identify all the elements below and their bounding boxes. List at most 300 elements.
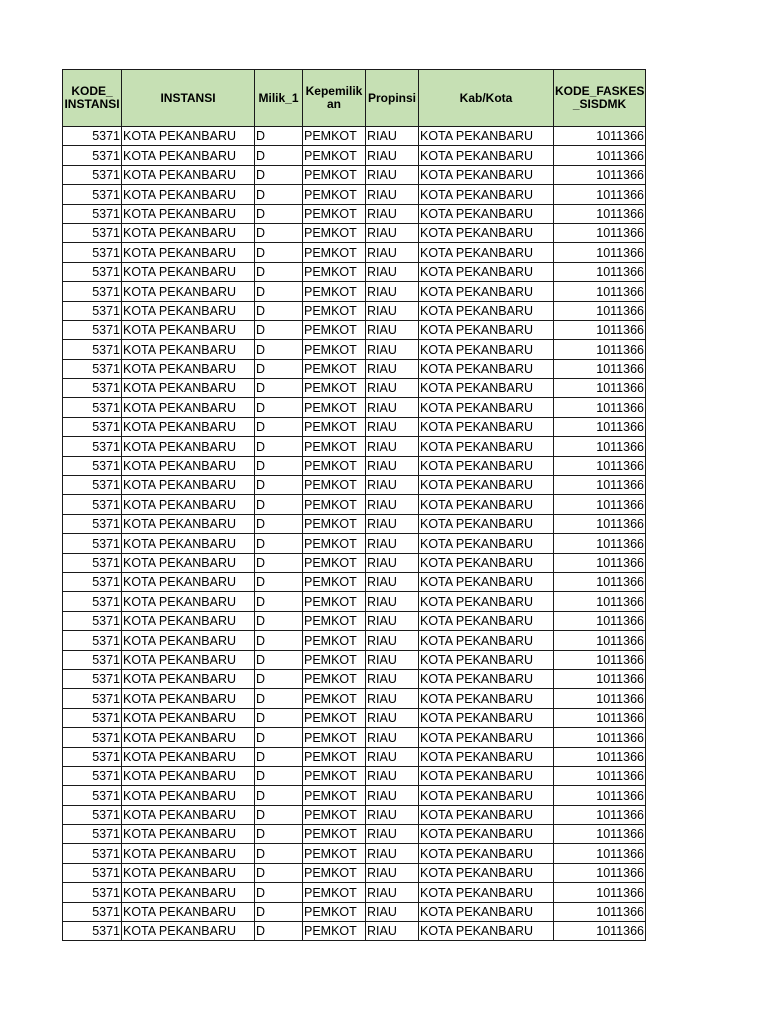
cell-kode-faskes: 1011366	[554, 282, 646, 301]
cell-kode-faskes: 1011366	[554, 379, 646, 398]
cell-instansi: KOTA PEKANBARU	[122, 766, 255, 785]
cell-propinsi: RIAU	[366, 766, 419, 785]
cell-kode-faskes: 1011366	[554, 262, 646, 281]
cell-kepemilikan: PEMKOT	[303, 514, 366, 533]
cell-kepemilikan: PEMKOT	[303, 592, 366, 611]
cell-kode-faskes: 1011366	[554, 146, 646, 165]
cell-kode-faskes: 1011366	[554, 825, 646, 844]
cell-propinsi: RIAU	[366, 863, 419, 882]
cell-kab-kota: KOTA PEKANBARU	[419, 611, 554, 630]
cell-kab-kota: KOTA PEKANBARU	[419, 165, 554, 184]
cell-kode-instansi: 5371	[63, 631, 122, 650]
cell-milik-1: D	[255, 611, 303, 630]
cell-kode-instansi: 5371	[63, 398, 122, 417]
cell-kepemilikan: PEMKOT	[303, 262, 366, 281]
table-row	[63, 146, 646, 165]
cell-propinsi: RIAU	[366, 320, 419, 339]
cell-kepemilikan: PEMKOT	[303, 165, 366, 184]
cell-milik-1: D	[255, 786, 303, 805]
cell-kab-kota: KOTA PEKANBARU	[419, 708, 554, 727]
cell-kepemilikan: PEMKOT	[303, 805, 366, 824]
table-row	[63, 572, 646, 591]
header-instansi: INSTANSI	[122, 70, 255, 127]
cell-kode-faskes: 1011366	[554, 631, 646, 650]
table-row	[63, 359, 646, 378]
cell-propinsi: RIAU	[366, 902, 419, 921]
cell-instansi: KOTA PEKANBARU	[122, 223, 255, 242]
cell-kepemilikan: PEMKOT	[303, 282, 366, 301]
table-row	[63, 282, 646, 301]
cell-kode-instansi: 5371	[63, 863, 122, 882]
cell-kab-kota: KOTA PEKANBARU	[419, 437, 554, 456]
cell-instansi: KOTA PEKANBARU	[122, 708, 255, 727]
cell-milik-1: D	[255, 223, 303, 242]
cell-kode-faskes: 1011366	[554, 689, 646, 708]
cell-kode-instansi: 5371	[63, 243, 122, 262]
cell-kode-faskes: 1011366	[554, 805, 646, 824]
cell-milik-1: D	[255, 495, 303, 514]
table-row	[63, 611, 646, 630]
cell-milik-1: D	[255, 669, 303, 688]
cell-kode-faskes: 1011366	[554, 204, 646, 223]
table-row	[63, 786, 646, 805]
cell-kab-kota: KOTA PEKANBARU	[419, 572, 554, 591]
cell-propinsi: RIAU	[366, 359, 419, 378]
cell-milik-1: D	[255, 417, 303, 436]
table-row	[63, 476, 646, 495]
cell-kode-instansi: 5371	[63, 262, 122, 281]
cell-instansi: KOTA PEKANBARU	[122, 863, 255, 882]
cell-instansi: KOTA PEKANBARU	[122, 379, 255, 398]
table-body	[63, 127, 646, 941]
cell-propinsi: RIAU	[366, 572, 419, 591]
cell-kepemilikan: PEMKOT	[303, 534, 366, 553]
cell-instansi: KOTA PEKANBARU	[122, 553, 255, 572]
cell-kode-instansi: 5371	[63, 766, 122, 785]
table-row	[63, 340, 646, 359]
cell-propinsi: RIAU	[366, 592, 419, 611]
cell-kab-kota: KOTA PEKANBARU	[419, 282, 554, 301]
cell-milik-1: D	[255, 146, 303, 165]
cell-kode-faskes: 1011366	[554, 320, 646, 339]
cell-kode-instansi: 5371	[63, 669, 122, 688]
cell-instansi: KOTA PEKANBARU	[122, 922, 255, 941]
cell-instansi: KOTA PEKANBARU	[122, 417, 255, 436]
cell-kode-instansi: 5371	[63, 534, 122, 553]
cell-kab-kota: KOTA PEKANBARU	[419, 766, 554, 785]
cell-instansi: KOTA PEKANBARU	[122, 669, 255, 688]
cell-kode-faskes: 1011366	[554, 165, 646, 184]
cell-propinsi: RIAU	[366, 825, 419, 844]
cell-kepemilikan: PEMKOT	[303, 320, 366, 339]
cell-milik-1: D	[255, 747, 303, 766]
cell-kode-faskes: 1011366	[554, 437, 646, 456]
header-kode-instansi: KODE_ INSTANSI	[63, 70, 122, 127]
cell-kab-kota: KOTA PEKANBARU	[419, 728, 554, 747]
table-row	[63, 495, 646, 514]
table-row	[63, 883, 646, 902]
cell-instansi: KOTA PEKANBARU	[122, 786, 255, 805]
cell-kode-instansi: 5371	[63, 825, 122, 844]
cell-propinsi: RIAU	[366, 728, 419, 747]
cell-milik-1: D	[255, 534, 303, 553]
cell-milik-1: D	[255, 766, 303, 785]
cell-kepemilikan: PEMKOT	[303, 146, 366, 165]
cell-kode-faskes: 1011366	[554, 534, 646, 553]
cell-propinsi: RIAU	[366, 495, 419, 514]
cell-kode-instansi: 5371	[63, 728, 122, 747]
cell-kode-faskes: 1011366	[554, 456, 646, 475]
cell-instansi: KOTA PEKANBARU	[122, 204, 255, 223]
cell-kode-instansi: 5371	[63, 127, 122, 146]
table-row	[63, 127, 646, 146]
table-row	[63, 863, 646, 882]
cell-propinsi: RIAU	[366, 805, 419, 824]
cell-milik-1: D	[255, 650, 303, 669]
cell-kode-instansi: 5371	[63, 417, 122, 436]
cell-kepemilikan: PEMKOT	[303, 650, 366, 669]
cell-propinsi: RIAU	[366, 476, 419, 495]
cell-kode-instansi: 5371	[63, 689, 122, 708]
cell-milik-1: D	[255, 592, 303, 611]
table-row	[63, 320, 646, 339]
cell-kab-kota: KOTA PEKANBARU	[419, 514, 554, 533]
cell-kab-kota: KOTA PEKANBARU	[419, 476, 554, 495]
cell-kode-faskes: 1011366	[554, 786, 646, 805]
cell-kepemilikan: PEMKOT	[303, 243, 366, 262]
cell-kab-kota: KOTA PEKANBARU	[419, 902, 554, 921]
cell-instansi: KOTA PEKANBARU	[122, 514, 255, 533]
table-row	[63, 379, 646, 398]
cell-kepemilikan: PEMKOT	[303, 747, 366, 766]
cell-instansi: KOTA PEKANBARU	[122, 611, 255, 630]
cell-kode-faskes: 1011366	[554, 553, 646, 572]
cell-kode-faskes: 1011366	[554, 844, 646, 863]
cell-kab-kota: KOTA PEKANBARU	[419, 805, 554, 824]
cell-propinsi: RIAU	[366, 165, 419, 184]
cell-kode-faskes: 1011366	[554, 514, 646, 533]
table-row	[63, 165, 646, 184]
cell-kepemilikan: PEMKOT	[303, 611, 366, 630]
cell-instansi: KOTA PEKANBARU	[122, 825, 255, 844]
cell-propinsi: RIAU	[366, 146, 419, 165]
cell-propinsi: RIAU	[366, 223, 419, 242]
table-row	[63, 902, 646, 921]
cell-kode-instansi: 5371	[63, 902, 122, 921]
cell-instansi: KOTA PEKANBARU	[122, 301, 255, 320]
cell-propinsi: RIAU	[366, 262, 419, 281]
cell-instansi: KOTA PEKANBARU	[122, 127, 255, 146]
cell-kab-kota: KOTA PEKANBARU	[419, 359, 554, 378]
cell-kode-faskes: 1011366	[554, 922, 646, 941]
cell-milik-1: D	[255, 825, 303, 844]
cell-propinsi: RIAU	[366, 669, 419, 688]
cell-instansi: KOTA PEKANBARU	[122, 476, 255, 495]
cell-propinsi: RIAU	[366, 282, 419, 301]
cell-kode-instansi: 5371	[63, 340, 122, 359]
cell-milik-1: D	[255, 437, 303, 456]
cell-kode-instansi: 5371	[63, 572, 122, 591]
cell-kab-kota: KOTA PEKANBARU	[419, 631, 554, 650]
table-row	[63, 728, 646, 747]
cell-milik-1: D	[255, 243, 303, 262]
cell-kepemilikan: PEMKOT	[303, 223, 366, 242]
cell-kepemilikan: PEMKOT	[303, 476, 366, 495]
cell-propinsi: RIAU	[366, 340, 419, 359]
cell-kab-kota: KOTA PEKANBARU	[419, 243, 554, 262]
cell-kab-kota: KOTA PEKANBARU	[419, 223, 554, 242]
cell-kab-kota: KOTA PEKANBARU	[419, 883, 554, 902]
table-row	[63, 689, 646, 708]
table-row	[63, 185, 646, 204]
cell-kode-faskes: 1011366	[554, 611, 646, 630]
header-kode-faskes: KODE_FASKES _SISDMK	[554, 70, 646, 127]
data-table	[62, 69, 646, 941]
cell-kab-kota: KOTA PEKANBARU	[419, 825, 554, 844]
cell-kab-kota: KOTA PEKANBARU	[419, 534, 554, 553]
cell-propinsi: RIAU	[366, 553, 419, 572]
cell-kepemilikan: PEMKOT	[303, 127, 366, 146]
table-row	[63, 631, 646, 650]
table-row	[63, 766, 646, 785]
cell-milik-1: D	[255, 185, 303, 204]
cell-kepemilikan: PEMKOT	[303, 708, 366, 727]
cell-kepemilikan: PEMKOT	[303, 417, 366, 436]
cell-propinsi: RIAU	[366, 631, 419, 650]
cell-kepemilikan: PEMKOT	[303, 863, 366, 882]
cell-instansi: KOTA PEKANBARU	[122, 805, 255, 824]
header-milik-1: Milik_1	[255, 70, 303, 127]
cell-milik-1: D	[255, 379, 303, 398]
cell-kode-instansi: 5371	[63, 437, 122, 456]
cell-kepemilikan: PEMKOT	[303, 437, 366, 456]
table-row	[63, 708, 646, 727]
cell-instansi: KOTA PEKANBARU	[122, 359, 255, 378]
cell-instansi: KOTA PEKANBARU	[122, 282, 255, 301]
cell-propinsi: RIAU	[366, 301, 419, 320]
cell-kepemilikan: PEMKOT	[303, 883, 366, 902]
cell-propinsi: RIAU	[366, 708, 419, 727]
cell-instansi: KOTA PEKANBARU	[122, 320, 255, 339]
cell-instansi: KOTA PEKANBARU	[122, 902, 255, 921]
cell-milik-1: D	[255, 883, 303, 902]
cell-instansi: KOTA PEKANBARU	[122, 572, 255, 591]
cell-instansi: KOTA PEKANBARU	[122, 437, 255, 456]
cell-kode-instansi: 5371	[63, 650, 122, 669]
cell-propinsi: RIAU	[366, 689, 419, 708]
cell-milik-1: D	[255, 805, 303, 824]
cell-instansi: KOTA PEKANBARU	[122, 689, 255, 708]
header-row	[63, 70, 646, 127]
cell-kab-kota: KOTA PEKANBARU	[419, 553, 554, 572]
cell-milik-1: D	[255, 398, 303, 417]
cell-kode-instansi: 5371	[63, 282, 122, 301]
cell-kepemilikan: PEMKOT	[303, 825, 366, 844]
table-row	[63, 844, 646, 863]
cell-propinsi: RIAU	[366, 747, 419, 766]
cell-kab-kota: KOTA PEKANBARU	[419, 146, 554, 165]
header-kab-kota: Kab/Kota	[419, 70, 554, 127]
cell-kode-faskes: 1011366	[554, 476, 646, 495]
cell-milik-1: D	[255, 922, 303, 941]
cell-instansi: KOTA PEKANBARU	[122, 495, 255, 514]
cell-milik-1: D	[255, 572, 303, 591]
cell-kab-kota: KOTA PEKANBARU	[419, 844, 554, 863]
cell-kepemilikan: PEMKOT	[303, 922, 366, 941]
cell-kepemilikan: PEMKOT	[303, 398, 366, 417]
cell-propinsi: RIAU	[366, 437, 419, 456]
cell-kepemilikan: PEMKOT	[303, 844, 366, 863]
cell-propinsi: RIAU	[366, 185, 419, 204]
cell-instansi: KOTA PEKANBARU	[122, 844, 255, 863]
table-row	[63, 262, 646, 281]
cell-kode-faskes: 1011366	[554, 747, 646, 766]
cell-milik-1: D	[255, 553, 303, 572]
cell-propinsi: RIAU	[366, 844, 419, 863]
cell-milik-1: D	[255, 456, 303, 475]
cell-instansi: KOTA PEKANBARU	[122, 262, 255, 281]
cell-kab-kota: KOTA PEKANBARU	[419, 747, 554, 766]
cell-milik-1: D	[255, 631, 303, 650]
cell-kode-instansi: 5371	[63, 611, 122, 630]
table-row	[63, 534, 646, 553]
cell-kab-kota: KOTA PEKANBARU	[419, 922, 554, 941]
cell-milik-1: D	[255, 708, 303, 727]
cell-kode-instansi: 5371	[63, 786, 122, 805]
cell-milik-1: D	[255, 204, 303, 223]
cell-kab-kota: KOTA PEKANBARU	[419, 689, 554, 708]
cell-kode-instansi: 5371	[63, 553, 122, 572]
cell-milik-1: D	[255, 340, 303, 359]
cell-kode-faskes: 1011366	[554, 863, 646, 882]
cell-milik-1: D	[255, 359, 303, 378]
table-row	[63, 243, 646, 262]
cell-milik-1: D	[255, 902, 303, 921]
cell-kepemilikan: PEMKOT	[303, 728, 366, 747]
table-row	[63, 747, 646, 766]
cell-kode-instansi: 5371	[63, 456, 122, 475]
cell-kab-kota: KOTA PEKANBARU	[419, 204, 554, 223]
table-header	[63, 70, 646, 127]
cell-milik-1: D	[255, 301, 303, 320]
cell-kepemilikan: PEMKOT	[303, 185, 366, 204]
cell-kode-faskes: 1011366	[554, 669, 646, 688]
cell-kab-kota: KOTA PEKANBARU	[419, 456, 554, 475]
cell-instansi: KOTA PEKANBARU	[122, 185, 255, 204]
cell-milik-1: D	[255, 282, 303, 301]
table-row	[63, 417, 646, 436]
cell-kode-instansi: 5371	[63, 922, 122, 941]
table-row	[63, 805, 646, 824]
cell-kab-kota: KOTA PEKANBARU	[419, 495, 554, 514]
cell-kab-kota: KOTA PEKANBARU	[419, 185, 554, 204]
cell-propinsi: RIAU	[366, 417, 419, 436]
cell-kab-kota: KOTA PEKANBARU	[419, 262, 554, 281]
cell-instansi: KOTA PEKANBARU	[122, 146, 255, 165]
cell-milik-1: D	[255, 476, 303, 495]
cell-kab-kota: KOTA PEKANBARU	[419, 863, 554, 882]
cell-kab-kota: KOTA PEKANBARU	[419, 340, 554, 359]
cell-kab-kota: KOTA PEKANBARU	[419, 301, 554, 320]
cell-kode-faskes: 1011366	[554, 243, 646, 262]
cell-milik-1: D	[255, 262, 303, 281]
cell-kode-instansi: 5371	[63, 805, 122, 824]
table-row	[63, 301, 646, 320]
cell-kode-faskes: 1011366	[554, 127, 646, 146]
cell-propinsi: RIAU	[366, 650, 419, 669]
cell-kode-instansi: 5371	[63, 747, 122, 766]
table-row	[63, 398, 646, 417]
table-row	[63, 456, 646, 475]
cell-kepemilikan: PEMKOT	[303, 456, 366, 475]
cell-kepemilikan: PEMKOT	[303, 359, 366, 378]
cell-kode-faskes: 1011366	[554, 592, 646, 611]
cell-instansi: KOTA PEKANBARU	[122, 650, 255, 669]
table-row	[63, 437, 646, 456]
cell-kode-instansi: 5371	[63, 883, 122, 902]
cell-instansi: KOTA PEKANBARU	[122, 340, 255, 359]
cell-kab-kota: KOTA PEKANBARU	[419, 592, 554, 611]
cell-kab-kota: KOTA PEKANBARU	[419, 669, 554, 688]
cell-kode-faskes: 1011366	[554, 572, 646, 591]
cell-kode-instansi: 5371	[63, 320, 122, 339]
cell-kepemilikan: PEMKOT	[303, 204, 366, 223]
cell-kepemilikan: PEMKOT	[303, 572, 366, 591]
cell-kode-faskes: 1011366	[554, 708, 646, 727]
cell-instansi: KOTA PEKANBARU	[122, 165, 255, 184]
cell-propinsi: RIAU	[366, 786, 419, 805]
cell-kode-faskes: 1011366	[554, 883, 646, 902]
cell-kepemilikan: PEMKOT	[303, 766, 366, 785]
cell-kode-instansi: 5371	[63, 359, 122, 378]
cell-propinsi: RIAU	[366, 514, 419, 533]
cell-milik-1: D	[255, 127, 303, 146]
cell-instansi: KOTA PEKANBARU	[122, 398, 255, 417]
cell-instansi: KOTA PEKANBARU	[122, 747, 255, 766]
table-row	[63, 669, 646, 688]
cell-kode-instansi: 5371	[63, 165, 122, 184]
cell-kode-instansi: 5371	[63, 495, 122, 514]
cell-propinsi: RIAU	[366, 883, 419, 902]
cell-milik-1: D	[255, 165, 303, 184]
cell-kode-instansi: 5371	[63, 185, 122, 204]
table-row	[63, 825, 646, 844]
table-row	[63, 650, 646, 669]
cell-kode-faskes: 1011366	[554, 495, 646, 514]
cell-kepemilikan: PEMKOT	[303, 340, 366, 359]
table-row	[63, 922, 646, 941]
cell-kab-kota: KOTA PEKANBARU	[419, 127, 554, 146]
cell-kepemilikan: PEMKOT	[303, 553, 366, 572]
cell-kepemilikan: PEMKOT	[303, 902, 366, 921]
cell-milik-1: D	[255, 689, 303, 708]
cell-instansi: KOTA PEKANBARU	[122, 456, 255, 475]
cell-propinsi: RIAU	[366, 922, 419, 941]
cell-kepemilikan: PEMKOT	[303, 689, 366, 708]
cell-kode-faskes: 1011366	[554, 223, 646, 242]
cell-kode-instansi: 5371	[63, 708, 122, 727]
cell-propinsi: RIAU	[366, 127, 419, 146]
cell-milik-1: D	[255, 844, 303, 863]
cell-propinsi: RIAU	[366, 243, 419, 262]
cell-instansi: KOTA PEKANBARU	[122, 883, 255, 902]
cell-kode-faskes: 1011366	[554, 301, 646, 320]
cell-kab-kota: KOTA PEKANBARU	[419, 417, 554, 436]
cell-propinsi: RIAU	[366, 204, 419, 223]
cell-instansi: KOTA PEKANBARU	[122, 534, 255, 553]
cell-kode-instansi: 5371	[63, 476, 122, 495]
cell-instansi: KOTA PEKANBARU	[122, 592, 255, 611]
